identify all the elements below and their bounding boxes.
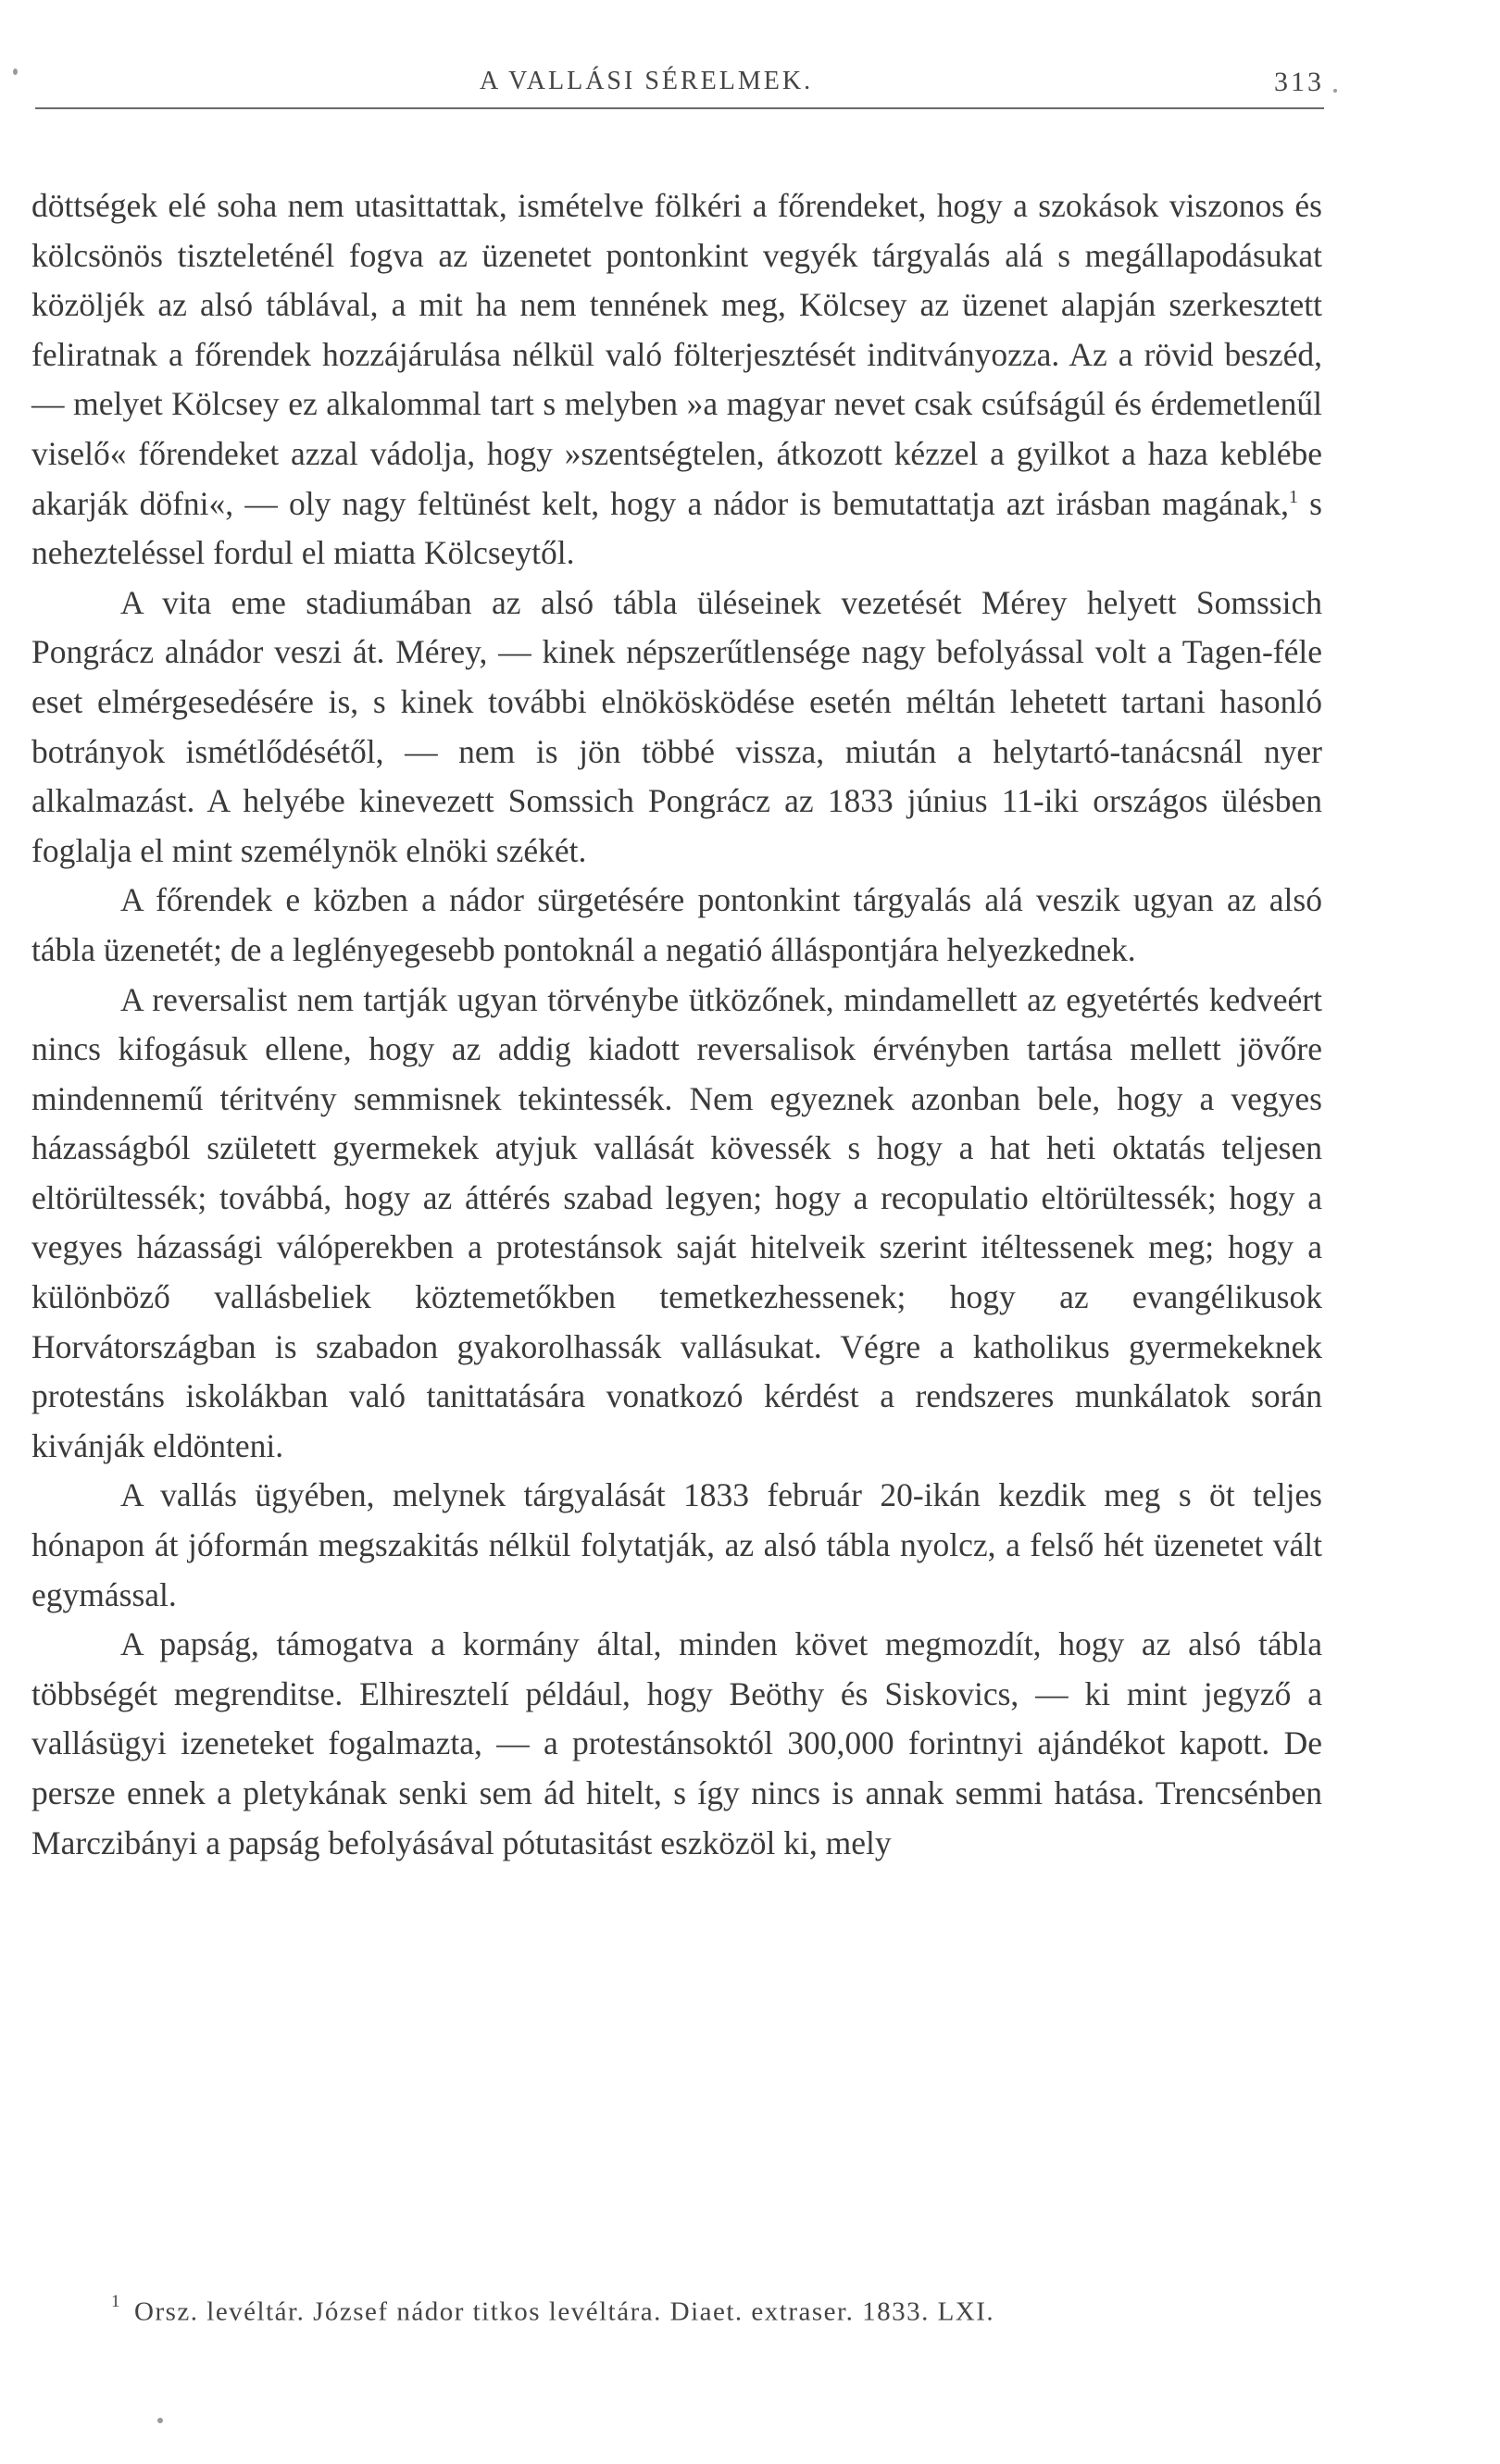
paragraph <box>31 1620 1322 1868</box>
scan-speck <box>157 2418 163 2423</box>
scan-speck <box>1333 89 1337 93</box>
paragraph <box>31 976 1322 1472</box>
paragraph-text: s nehezteléssel fordul el miatta Kölcseytől. <box>31 484 1322 572</box>
paragraph-text: A főrendek e közben a nádor sürgetésére pontonkint tárgyalás alá veszik ugyan az alsó tábla üzenetét; de a leglényegesebb pontoknál a negatió álláspontjára helyezkednek. <box>31 881 1322 968</box>
paragraph-text: A vita eme stadiumában az alsó tábla üléseinek vezetését Mérey helyett Somssich Pongrácz alnádor veszi át. Mérey, — kinek népszerűtlensége nagy befolyással volt a Tagen-féle eset elmérgesedésére is, s kinek további elnökösködése esetén méltán lehetett tartani hasonló botrányok ismétlődésétől, — nem is jön többé vissza, miután a helytartó-tanácsnál nyer alkalmazást. A helyébe kinevezett Somssich Pongrácz az 1833 június 11-iki országos ülésben foglalja el mint személynök elnöki székét. <box>31 583 1322 869</box>
paragraph-text: A reversalist nem tartják ugyan törvénybe ütközőnek, mindamellett az egyetértés kedveért nincs kifogásuk ellene, hogy az addig kiadott reversalisok érvényben tartása mellett jövőre mindennemű téritvény semmisnek tekintessék. Nem egyeznek azonban bele, hogy a vegyes házasságból született gyermekek atyjuk vallását kövessék s hogy a hat heti oktatás teljesen eltörültessék; továbbá, hogy az áttérés szabad legyen; hogy a recopulatio eltörültessék; hogy a vegyes házassági válóperekben a protestánsok saját hitelveik szerint itéltessenek meg; hogy a különböző vallásbeliek köztemetőkben temetkezhessenek; hogy az evangélikusok Horvátországban is szabadon gyakorolhassák vallásukat. Végre a katholikus gyermekeknek protestáns iskolákban való tanittatására vonatkozó kérdést a rendszeres munkálatok során kivánják eldönteni. <box>31 980 1322 1464</box>
paragraph <box>31 579 1322 877</box>
paragraph-text: döttségek elé soha nem utasittattak, ismételve fölkéri a főrendeket, hogy a szokások viszonos és kölcsönös tiszteleténél fogva az üzenetet pontonkint vegyék tárgyalás alá s megállapodásukat közöljék az alsó táblával, a mit ha nem tennének meg, Kölcsey az üzenet alapján szerkesztett feliratnak a főrendek hozzájárulása nélkül való fölterjesztését inditványozza. Az a rövid beszéd, — melyet Kölcsey ez alkalommal tart s melyben »a magyar nevet csak csúfságúl és érdemetlenűl viselő« főrendeket azzal vádolja, hogy »szentségtelen, átkozott kézzel a gyilkot a haza keblébe akarják döfni«, — oly nagy feltünést kelt, hogy a nádor is bemutattatja azt irásban magának, <box>31 187 1322 522</box>
scan-speck <box>13 68 18 75</box>
footnote-marker: 1 <box>111 2292 121 2311</box>
paragraph <box>31 876 1322 975</box>
page-number: 313 <box>1274 67 1324 97</box>
footnote-text: Orsz. levéltár. József nádor titkos levéltára. Diaet. extraser. 1833. LXI. <box>134 2296 995 2327</box>
paragraph <box>31 181 1322 579</box>
footnote-reference: 1 <box>1289 486 1299 507</box>
running-header <box>35 67 1324 109</box>
paragraph <box>31 1471 1322 1620</box>
body-text <box>31 181 1322 1868</box>
paragraph-text: A vallás ügyében, melynek tárgyalását 1833 február 20-ikán kezdik meg s öt teljes hónapon át jóformán megszakitás nélkül folytatják, az alsó tábla nyolcz, a felső hét üzenetet vált egymással. <box>31 1476 1322 1613</box>
footnote <box>111 2292 995 2328</box>
paragraph-text: A papság, támogatva a kormány által, minden követ megmozdít, hogy az alsó tábla többségét megrenditse. Elhiresztelí például, hogy Beöthy és Siskovics, — ki mint jegyző a vallásügyi izeneteket fogalmazta, — a protestánsoktól 300,000 forintnyi ajándékot kapott. De persze ennek a pletykának senki sem ád hitelt, s így nincs is annak semmi hatása. Trencsénben Marczibányi a papság befolyásával pótutasitást eszközöl ki, mely <box>31 1625 1322 1861</box>
running-title: A VALLÁSI SÉRELMEK. <box>480 67 814 95</box>
